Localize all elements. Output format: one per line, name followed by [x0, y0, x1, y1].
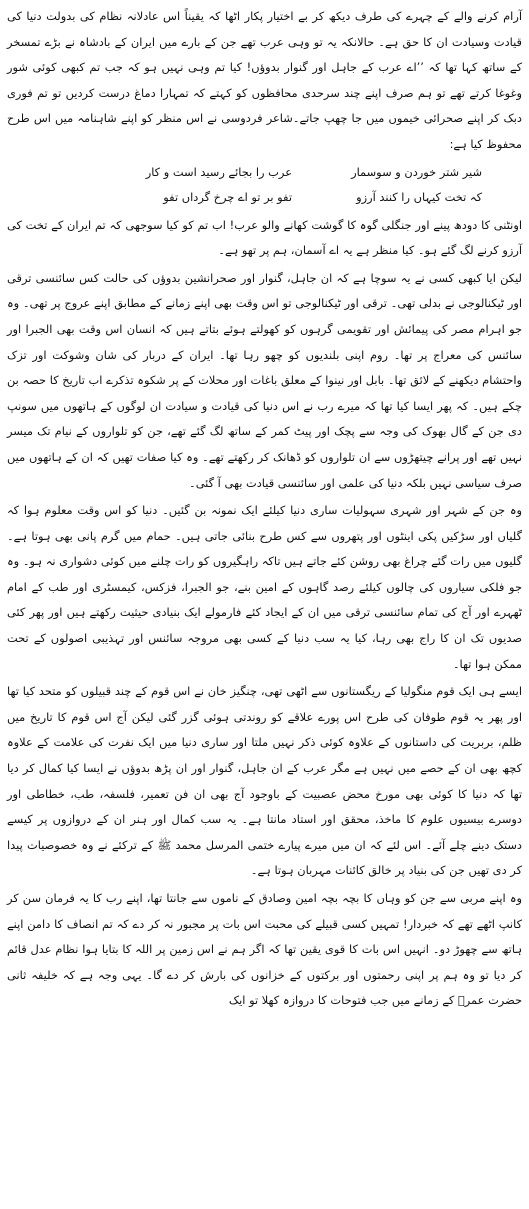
couplet-2-second-line: تفو بر تو اے چرخ گرداں تفو: [163, 189, 292, 204]
paragraph-1: آرام کرنے والے کے چہرے کی طرف دیکھ کر بے اختیار پکار اٹھا کہ یقیناً اس عادلانہ نظام کی بدولت دنیا کی قیادت وسیادت ان کا حق ہے۔ حالانکہ یہ تو وہی عرب تھے جن کے بارے میں ایران کے بادشاہ نے بڑے تمسخر کے ساتھ کہا تھا کہ ’’اے عرب کے جاہل اور گنوار بدوؤں! کیا تم وہی نہیں ہو کہ جب تم کبھی کوئی شور وغوغا کرتے تھے تو ہم صرف اپنے چند سرحدی محافظوں کو کہتے کہ تمہارا دماغ درست کردیں تو تم فوری دبک کر اپنے صحرائی خیموں میں جا چھپ جاتے۔شاعر فردوسی نے اس منظر کو اپنے شاہنامہ میں اس طرح محفوظ کیا ہے:: [7, 9, 522, 151]
couplet-1-first-line: شیر شتر خوردن و سوسمار: [351, 164, 482, 179]
paragraph-6: وہ اپنے مربی سے جن کو وہاں کا بچہ بچہ امین وصادق کے ناموں سے جانتا تھا، اپنے رب کا یہ فرمان سن کر کانپ اٹھے تھے کہ خبردار! تمہیں کسی قبیلے کی محبت اس بات پر مجبور نہ کر دے کہ تم انصاف کا دامن اپنے ہاتھ سے چھوڑ دو۔ انہیں اس بات کا قوی یقین تھا کہ اگر ہم نے اس زمین پر اللہ کا بتایا ہوا نظام عدل قائم کر دیا تو وہ ہم پر اپنی رحمتوں اور برکتوں کے خزانوں کی بارش کر دے گا۔ یہی وجہ ہے کہ خلیفہ ثانی حضرت عمرؓ کے زمانے میں جب فتوحات کا دروازہ کھلا تو ایک: [7, 891, 522, 1008]
couplet-row-2: [7, 185, 522, 210]
couplet-row-1: [7, 160, 522, 185]
couplet-1-second-line: عرب را بجائے رسید است و کار: [145, 164, 292, 179]
paragraph-3: لیکن ایا کبھی کسی نے یہ سوچا ہے کہ ان جاہل، گنوار اور صحرانشین بدوؤں کی حالت کس سائنسی ترقی اور ٹیکنالوجی نے بدلی تھی۔ ترقی اور ٹیکنالوجی تو اس وقت بھی اپنے زمانے کے مطابق اپنے عروج پر تھی۔ وہ جو اہرام مصر کی پیمائش اور تقویمی گرہوں کو کھولتے ہوئے بتاتے ہیں کہ انسان اس وقت بھی الجبرا اور سائنس کی معراج پر تھا۔ روم اپنی بلندیوں کو چھو رہا تھا۔ ایران کے دربار کی شان وشوکت اور تزک واحتشام دیکھنے کے لائق تھا۔ بابل اور نینوا کے معلق باغات اور محلات کے پر شکوہ تذکرے اب تاریخ کا حصہ بن چکے ہیں۔ کہ پھر ایسا کیا تھا کہ میرے رب نے اس دنیا کی قیادت و سیادت ان لوگوں کے ہاتھوں میں سونپ دی جن کے گال بھوک کی وجہ سے پچک اور پیٹ کمر کے ساتھ لگ گئے تھے، جن کو تلواروں کے نیام تک میسر نہیں تھے اور پرانے چیتھڑوں سے ان تلواروں کو ڈھانک کر رکھتے تھے۔ وہ کیا صفات تھیں کہ ان کے ہاتھوں میں صرف سیاسی نہیں بلکہ دنیا کی علمی اور سائنسی قیادت بھی آ گئی۔: [7, 270, 522, 490]
persian-couplets: [7, 160, 522, 210]
paragraph-2: اونٹنی کا دودھ پینے اور جنگلی گوہ کا گوشت کھانے والو عرب! اب تم کو کیا سوجھی کہ تم ایران کے تخت کی آرزو کرنے لگ گئے ہو۔ کیا منظر ہے یہ اے آسمان، ہم پر تھو ہے۔: [7, 217, 522, 258]
paragraph-5: ایسے ہی ایک قوم منگولیا کے ریگستانوں سے اٹھی تھی، چنگیز خان نے اس قوم کے چند قبیلوں کو متحد کیا تھا اور پھر یہ قوم طوفان کی طرح اس پورے علاقے کو روندتی ہوئی گزر گئی لیکن آج اس قوم کا تاریخ میں ظلم، بربریت کی داستانوں کے علاوہ کوئی ذکر نہیں ملتا اور ساری دنیا میں ایک نفرت کی علامت کے علاوہ کچھ بھی ان کے حصے میں نہیں ہے مگر عرب کے ان جاہل، گنوار اور ان پڑھ بدوؤں نے ایسا کیا کمال کر دیا تھا کہ دنیا کا کوئی بھی مورخ محض عصبیت کے باوجود آج بھی ان فن تعمیر، فلسفہ، طب، خطاطی اور دوسرے بیسیوں علوم کا ماخذ، محقق اور استاد مانتا ہے۔ یہ سب کمال اور ہنر ان کے دروازوں پر کیسے دستک دینے چلے آئے۔ اس لئے کہ ان میں میرے پیارے ختمی المرسل محمد ﷺ کے ترکئے نے وہ خصوصیات پیدا کر دی تھیں جن کی بنیاد پر خالق کائنات مہربان ہوتا ہے۔: [7, 684, 522, 878]
couplet-2-first-line: کہ تخت کیہاں را کنند آرزو: [356, 189, 482, 204]
paragraph-4: وہ جن کے شہر اور شہری سہولیات ساری دنیا کیلئے ایک نمونہ بن گئیں۔ دنیا کو اس وقت معلوم ہوا کہ گلیاں اور سڑکیں پکی اینٹوں اور پتھروں سے کس طرح بنائی جاتی ہیں۔ حمام میں گرم پانی بھی ہوتا ہے۔ گلیوں میں رات گئے چراغ بھی روشن کئے جاتے ہیں تاکہ راہگیروں کو رات چلنے میں کوئی دشواری نہ ہو۔ وہ جو فلکی سیاروں کی چالوں کیلئے رصد گاہوں کے امین بنے، جو الجبرا، فزکس، کیمسٹری اور طب کے امام ٹھہرے اور آج کی تمام سائنسی ترقی میں ان کے ایجاد کئے فارمولے ایک بنیادی حیثیت رکھتے ہیں اور پھر کئی صدیوں تک ان کا راج بھی رہا، کیا یہ سب دنیا کے کسی بھی مروجہ سائنس اور تہذیبی اصولوں کے تحت ممکن ہوا تھا۔: [7, 503, 522, 671]
